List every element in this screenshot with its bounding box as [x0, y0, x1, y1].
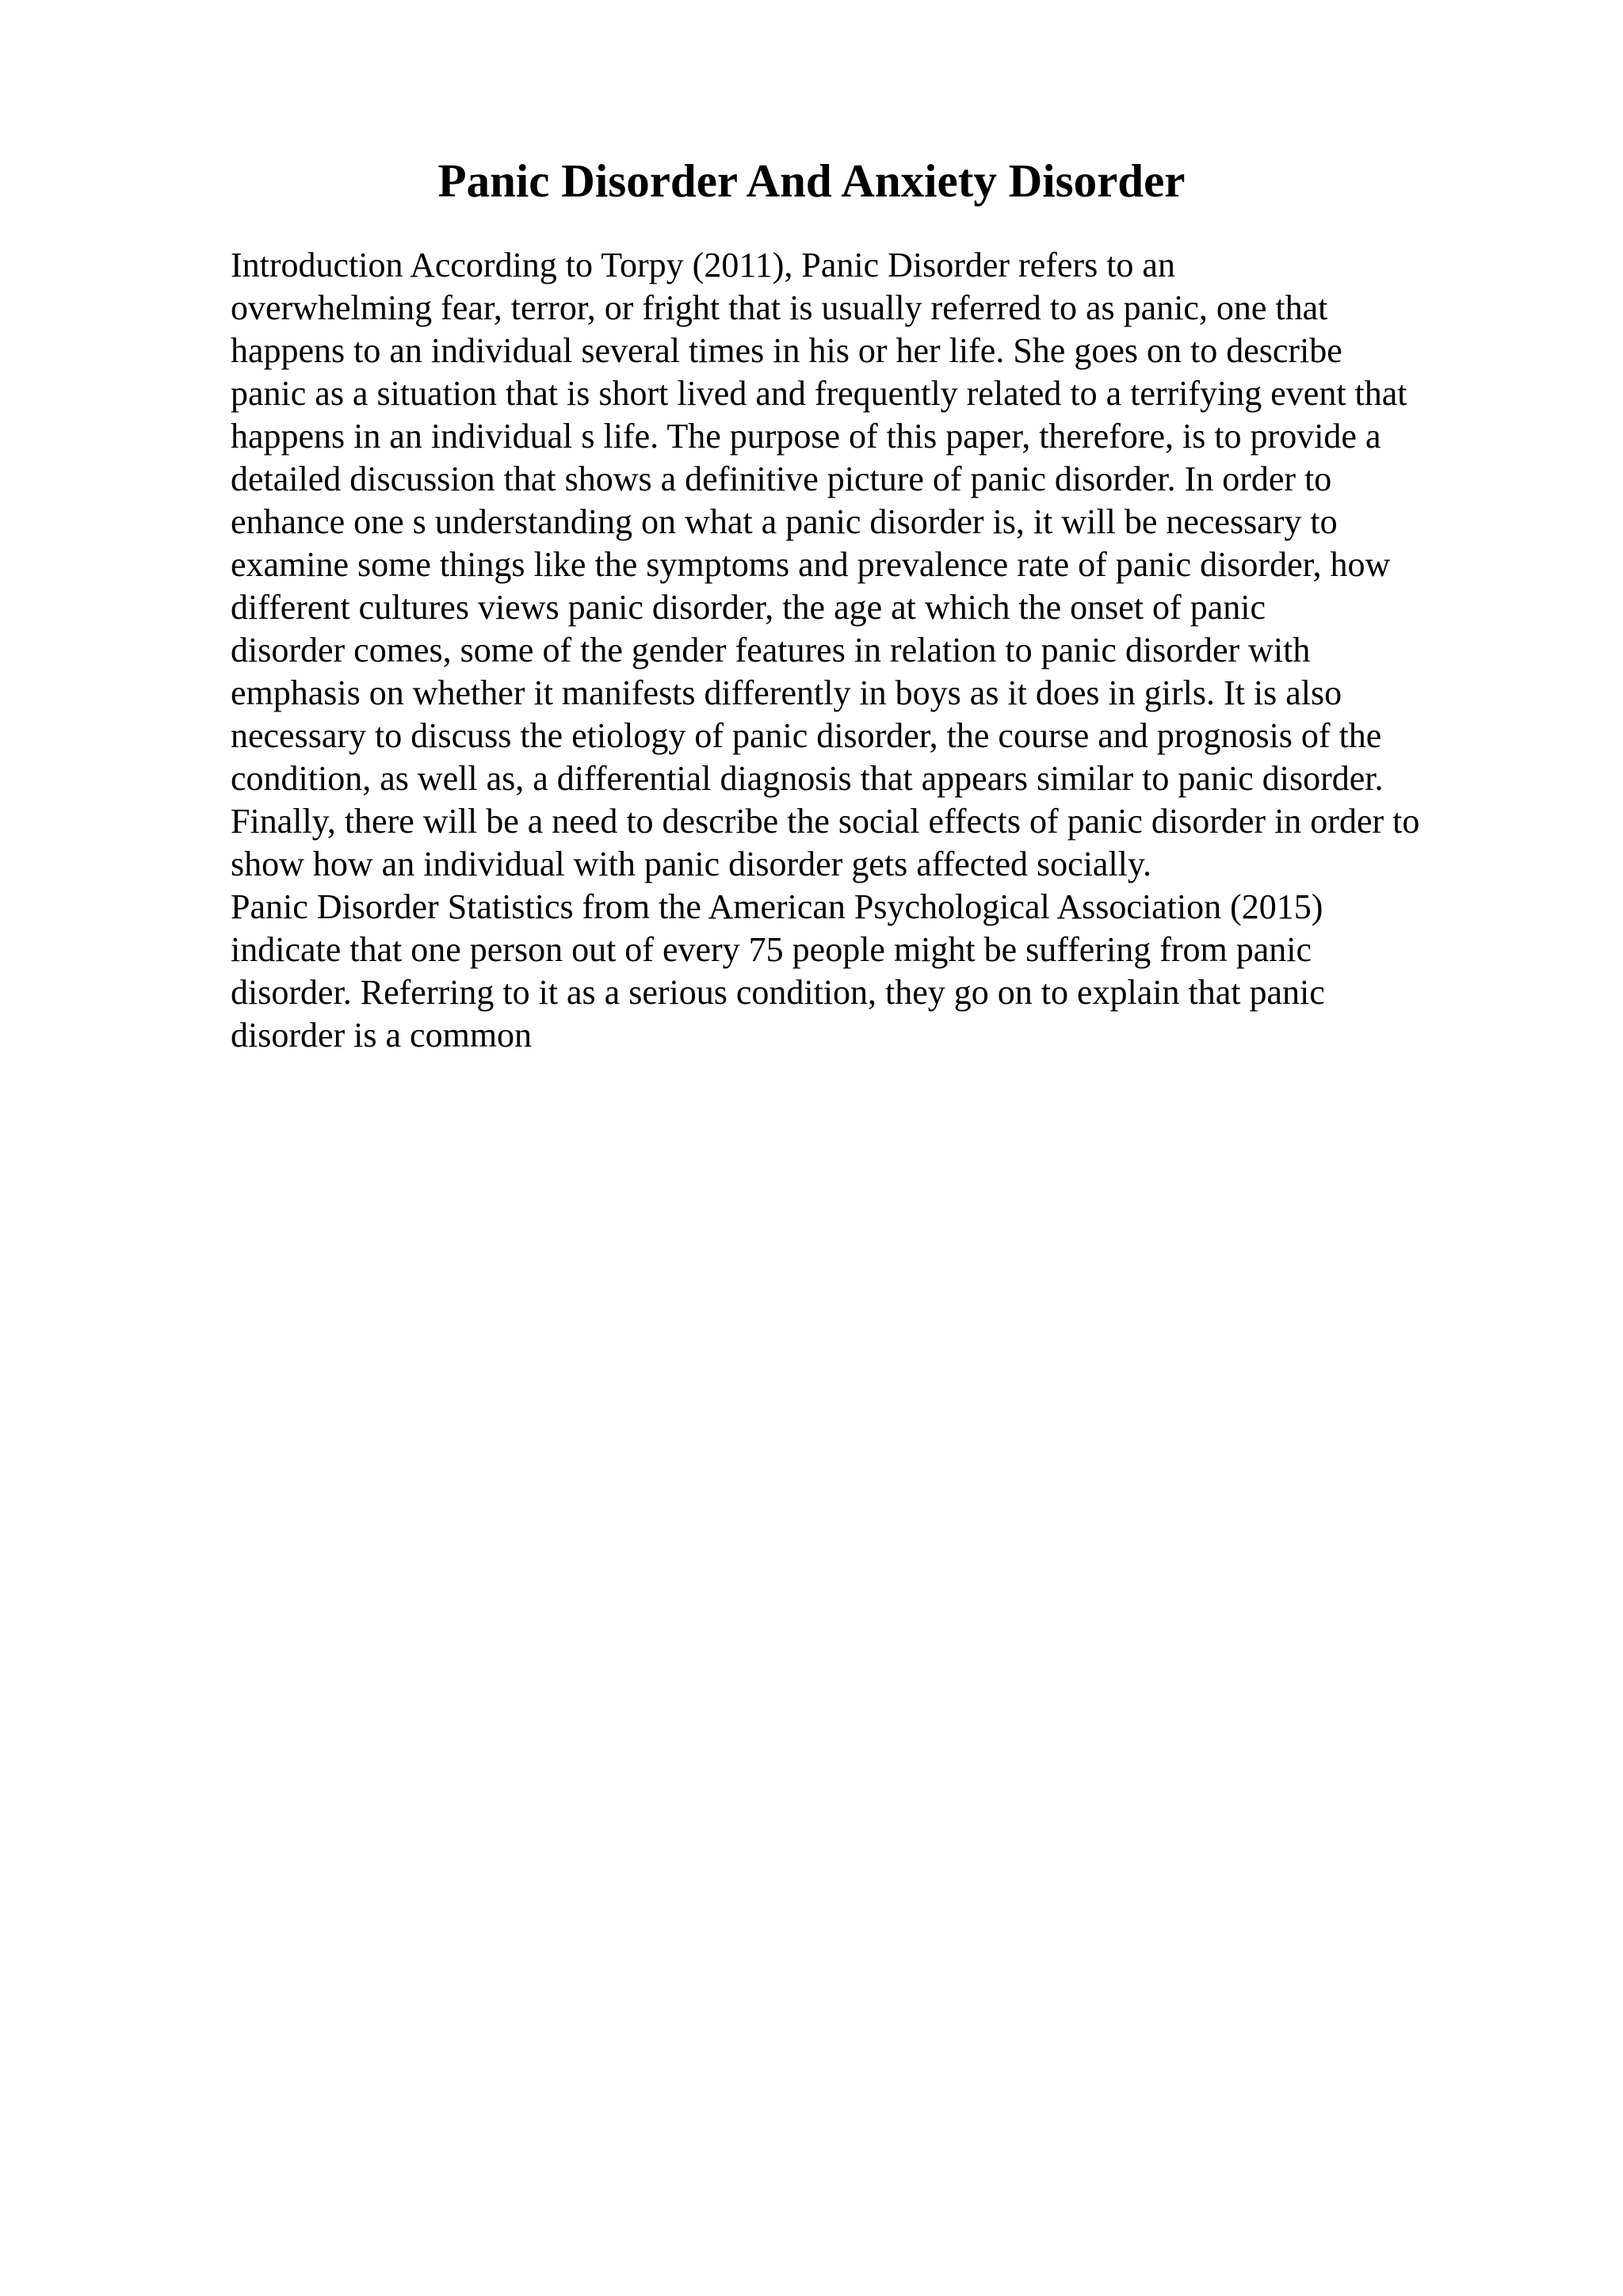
body-line: enhance one s understanding on what a panic disorder is, it will be necessary to — [231, 502, 1338, 541]
body-line: overwhelming fear, terror, or fright that is usually referred to as panic, one that — [231, 288, 1328, 327]
body-line: Panic Disorder Statistics from the American Psychological Association (2015) — [231, 887, 1323, 926]
body-line: happens in an individual s life. The purpose of this paper, therefore, is to provide a — [231, 417, 1381, 456]
body-line: disorder comes, some of the gender features in relation to panic disorder with — [231, 631, 1311, 669]
body-line: Introduction According to Torpy (2011), Panic Disorder refers to an — [231, 246, 1175, 284]
document-title: Panic Disorder And Anxiety Disorder — [437, 154, 1186, 207]
document-body — [231, 244, 1514, 1057]
body-line: indicate that one person out of every 75 people might be suffering from panic — [231, 930, 1312, 969]
body-line: necessary to discuss the etiology of panic disorder, the course and prognosis of the — [231, 716, 1382, 755]
body-line: panic as a situation that is short lived and frequently related to a terrifying event that — [231, 374, 1407, 413]
body-line: disorder is a common — [231, 1016, 533, 1055]
body-line: happens to an individual several times in his or her life. She goes on to describe — [231, 331, 1342, 370]
body-line: detailed discussion that shows a definitive picture of panic disorder. In order to — [231, 460, 1332, 498]
body-line: condition, as well as, a differential diagnosis that appears similar to panic disorder. — [231, 759, 1384, 798]
body-line: different cultures views panic disorder, the age at which the onset of panic — [231, 588, 1266, 627]
body-line: examine some things like the symptoms and prevalence rate of panic disorder, how — [231, 545, 1391, 584]
body-line: disorder. Referring to it as a serious condition, they go on to explain that panic — [231, 973, 1325, 1012]
body-line: emphasis on whether it manifests differently in boys as it does in girls. It is also — [231, 673, 1342, 712]
body-line: show how an individual with panic disorder gets affected socially. — [231, 845, 1152, 883]
body-line: Finally, there will be a need to describe the social effects of panic disorder in order to — [231, 802, 1420, 841]
